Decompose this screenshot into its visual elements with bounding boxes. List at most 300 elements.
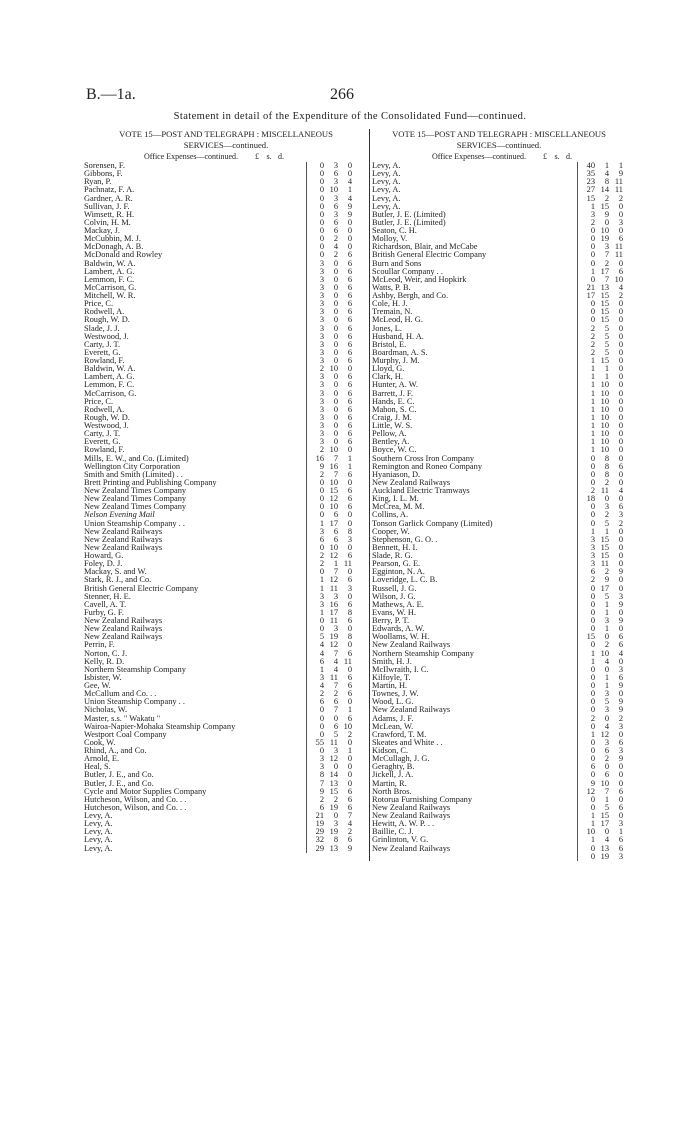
pence-value: 0 — [347, 235, 352, 244]
pounds-value: 3 — [319, 389, 324, 398]
payee-name: New Zealand Railways — [372, 641, 451, 650]
pounds-value: 40 — [586, 162, 595, 170]
table-row — [372, 487, 626, 495]
left-column — [84, 129, 368, 853]
table-row — [372, 463, 626, 471]
amount-rule — [306, 585, 307, 593]
amount-rule — [306, 520, 307, 528]
amount-rule — [577, 820, 578, 828]
shillings-value: 1 — [333, 560, 338, 569]
amount-rule — [306, 641, 307, 649]
amount-rule — [577, 804, 578, 812]
amount-rule — [306, 755, 307, 763]
shillings-value: 10 — [329, 446, 338, 455]
table-row — [372, 511, 626, 519]
table-row — [84, 203, 368, 211]
table-row — [84, 536, 368, 544]
pounds-value: 0 — [590, 706, 595, 715]
pence-value: 6 — [347, 283, 352, 292]
pounds-value: 3 — [319, 275, 324, 284]
shillings-value: 0 — [604, 218, 609, 227]
table-row — [372, 658, 626, 666]
pence-value: 1 — [347, 186, 352, 195]
pounds-value: 2 — [590, 324, 595, 333]
pence-value: 6 — [347, 251, 352, 260]
amount-rule — [577, 666, 578, 674]
shillings-value: 6 — [333, 170, 338, 179]
pounds-value: 2 — [590, 487, 595, 495]
pence-value: 0 — [347, 543, 352, 552]
pence-value: 0 — [618, 316, 623, 325]
pounds-value: 3 — [319, 397, 324, 406]
amount-rule — [306, 706, 307, 714]
payee-name: Geraghty, B. — [372, 763, 415, 772]
pounds-value: 0 — [590, 803, 595, 812]
shillings-value: 15 — [600, 812, 609, 820]
payee-name: Hands, E. C. — [372, 397, 415, 406]
shillings-value: 10 — [329, 478, 338, 487]
pounds-value: 0 — [319, 511, 324, 520]
amount-rule — [306, 219, 307, 227]
table-row — [372, 430, 626, 438]
table-row — [372, 381, 626, 389]
pence-value: 0 — [618, 812, 623, 820]
shillings-value: 0 — [333, 259, 338, 268]
table-row — [372, 568, 626, 576]
amount-rule — [577, 438, 578, 446]
pence-value: 6 — [347, 495, 352, 504]
pence-value: 4 — [347, 178, 352, 187]
table-row — [84, 333, 368, 341]
pounds-value: 15 — [586, 194, 595, 203]
amount-rule — [577, 853, 578, 861]
shillings-value: 10 — [600, 779, 609, 788]
amount-rule — [306, 503, 307, 511]
pounds-value: 2 — [590, 576, 595, 585]
payee-name: Price, C. — [84, 300, 114, 309]
payee-name: Rodwell, A. — [84, 405, 125, 414]
table-row — [372, 341, 626, 349]
pounds-value: 0 — [319, 706, 324, 715]
pounds-value: 1 — [590, 446, 595, 455]
payee-name: Butler, J. E. (Limited) — [372, 210, 446, 219]
pence-value: 6 — [618, 787, 623, 796]
table-row — [84, 260, 368, 268]
amount-rule — [306, 812, 307, 820]
table-row — [372, 349, 626, 357]
shillings-value: 2 — [333, 235, 338, 244]
pence-value: 6 — [347, 332, 352, 341]
pence-value: 0 — [618, 259, 623, 268]
pounds-value: 0 — [319, 487, 324, 495]
pounds-value: 3 — [590, 210, 595, 219]
pence-value: 3 — [618, 511, 623, 520]
pounds-value: 3 — [319, 422, 324, 430]
amount-rule — [306, 666, 307, 674]
table-row — [372, 276, 626, 284]
table-row — [84, 438, 368, 446]
amount-rule — [577, 235, 578, 243]
pounds-value: 1 — [590, 389, 595, 398]
amount-rule — [306, 381, 307, 389]
pence-value: 0 — [618, 227, 623, 235]
amount-rule — [577, 812, 578, 820]
pence-value: 0 — [347, 511, 352, 520]
shillings-value: 3 — [604, 243, 609, 252]
payee-name: Levy, A. — [84, 820, 113, 829]
pence-value: 0 — [347, 568, 352, 577]
payee-name: Levy, A. — [372, 162, 401, 170]
shillings-value: 12 — [329, 552, 338, 560]
amount-rule — [306, 796, 307, 804]
table-row — [84, 495, 368, 503]
amount-rule — [306, 715, 307, 723]
payee-name: Gardner, A. R. — [84, 194, 133, 203]
shillings-value: 7 — [604, 275, 609, 284]
amount-rule — [577, 682, 578, 690]
pence-value: 1 — [618, 828, 623, 837]
amount-rule — [577, 162, 578, 170]
pence-value: 10 — [614, 275, 623, 284]
subheading — [84, 152, 368, 162]
pounds-value: 0 — [590, 308, 595, 317]
shillings-value: 3 — [604, 706, 609, 715]
shillings-value: 2 — [604, 511, 609, 520]
payee-name: Hutcheson, Wilson, and Co. . . — [84, 803, 187, 812]
payee-name: Lambert, A. G. — [84, 373, 135, 382]
table-row — [372, 853, 626, 861]
payee-name: Brett Printing and Publishing Company — [84, 478, 217, 487]
pence-value: 0 — [347, 665, 352, 674]
table-row — [84, 422, 368, 430]
amount-rule — [577, 715, 578, 723]
amount-rule — [577, 658, 578, 666]
amount-rule — [306, 528, 307, 536]
payee-name: McCrea, M. M. — [372, 503, 425, 512]
amount-rule — [577, 446, 578, 454]
payee-name: Cook, W. — [84, 738, 116, 747]
table-row — [372, 316, 626, 324]
table-row — [84, 341, 368, 349]
shillings-value: 0 — [333, 389, 338, 398]
shillings-value: 1 — [604, 527, 609, 536]
amount-rule — [577, 479, 578, 487]
table-row — [84, 373, 368, 381]
pounds-value: 1 — [590, 657, 595, 666]
amount-rule — [577, 178, 578, 186]
shillings-value: 0 — [604, 714, 609, 723]
payee-name: McIlwraith, I. C. — [372, 665, 429, 674]
amount-rule — [577, 211, 578, 219]
table-row — [372, 723, 626, 731]
payee-name: Berry, P. T. — [372, 617, 410, 625]
shillings-value: 0 — [333, 763, 338, 772]
shillings-value: 8 — [604, 462, 609, 471]
shillings-value: 7 — [604, 787, 609, 796]
pounds-value: 0 — [590, 470, 595, 479]
shillings-value: 10 — [600, 227, 609, 235]
pounds-value: 0 — [590, 738, 595, 747]
pence-value: 0 — [618, 308, 623, 317]
amount-rule — [306, 763, 307, 771]
payee-name: Union Steamship Company . . — [84, 519, 185, 528]
pence-value: 0 — [618, 405, 623, 414]
shillings-value: 10 — [600, 381, 609, 390]
pounds-value: 1 — [590, 422, 595, 430]
pence-value: 0 — [618, 543, 623, 552]
pounds-value: 0 — [590, 600, 595, 609]
pence-value: 1 — [347, 454, 352, 463]
table-row — [84, 186, 368, 194]
pounds-value: 6 — [319, 657, 324, 666]
shillings-value: 1 — [604, 673, 609, 682]
shillings-value: 4 — [604, 722, 609, 731]
amount-rule — [306, 276, 307, 284]
amount-rule — [306, 650, 307, 658]
table-row — [372, 617, 626, 625]
pence-value: 0 — [618, 576, 623, 585]
amount-rule — [306, 682, 307, 690]
pence-value: 2 — [618, 292, 623, 300]
pounds-value: 3 — [319, 316, 324, 325]
pence-value: 0 — [618, 690, 623, 699]
pounds-value: 0 — [590, 316, 595, 325]
amount-rule — [577, 341, 578, 349]
table-row — [84, 625, 368, 633]
pence-value: 2 — [618, 194, 623, 203]
pounds-value: 0 — [319, 178, 324, 187]
table-row — [84, 398, 368, 406]
table-row — [372, 446, 626, 454]
payee-name: British General Electric Company — [84, 584, 199, 593]
amount-rule — [306, 373, 307, 381]
amount-rule — [306, 625, 307, 633]
pounds-value: 3 — [319, 292, 324, 300]
pence-value: 3 — [347, 584, 352, 593]
shillings-value: 17 — [600, 267, 609, 276]
pence-value: 10 — [343, 722, 352, 731]
table-row — [372, 365, 626, 373]
amount-rule — [577, 292, 578, 300]
table-row — [84, 455, 368, 463]
table-row — [372, 162, 626, 170]
table-row — [372, 357, 626, 365]
pounds-value: 0 — [319, 170, 324, 179]
payee-name: Seaton, C. H. — [372, 227, 417, 235]
payee-name: Carty, J. T. — [84, 430, 121, 439]
shillings-value: 3 — [333, 162, 338, 170]
table-row — [84, 560, 368, 568]
pence-value: 2 — [347, 828, 352, 837]
shillings-value: 10 — [329, 543, 338, 552]
pence-value: 0 — [618, 373, 623, 382]
table-row — [84, 690, 368, 698]
shillings-label: s. — [554, 152, 560, 161]
payee-name: Husband, H. A. — [372, 332, 424, 341]
table-row — [372, 804, 626, 812]
pounds-value: 0 — [590, 251, 595, 260]
pence-value: 0 — [347, 162, 352, 170]
payee-name: Lambert, A. G. — [84, 267, 135, 276]
pence-value: 0 — [618, 454, 623, 463]
pence-value: 6 — [347, 836, 352, 845]
pounds-value: 29 — [315, 828, 324, 837]
pence-value: 9 — [618, 706, 623, 715]
amount-rule — [306, 690, 307, 698]
amount-rule — [577, 325, 578, 333]
pounds-value: 2 — [590, 332, 595, 341]
table-row — [372, 536, 626, 544]
payee-name: Sullivan, J. F. — [84, 202, 130, 211]
pounds-value: 0 — [319, 478, 324, 487]
pence-value: 6 — [347, 292, 352, 300]
table-row — [372, 780, 626, 788]
pounds-value: 0 — [319, 235, 324, 244]
pounds-value: 1 — [590, 405, 595, 414]
amount-rule — [306, 731, 307, 739]
payee-name: Auckland Electric Tramways — [372, 487, 470, 495]
payee-name: New Zealand Railways — [84, 535, 163, 544]
shillings-value: 0 — [333, 381, 338, 390]
expenditure-list — [372, 162, 626, 861]
amount-rule — [306, 658, 307, 666]
pounds-value: 3 — [319, 300, 324, 309]
amount-rule — [577, 698, 578, 706]
table-row — [84, 390, 368, 398]
pence-value: 6 — [618, 641, 623, 650]
pounds-value: 27 — [586, 186, 595, 195]
pence-value: 0 — [618, 381, 623, 390]
pounds-value: 3 — [319, 673, 324, 682]
table-row — [372, 406, 626, 414]
payee-name: Wimsett, R. H. — [84, 210, 135, 219]
table-row — [372, 633, 626, 641]
pence-value: 0 — [347, 446, 352, 455]
shillings-value: 2 — [333, 690, 338, 699]
amount-rule — [306, 406, 307, 414]
table-row — [372, 828, 626, 836]
shillings-value: 10 — [600, 446, 609, 455]
table-row — [372, 576, 626, 584]
pence-value: 0 — [618, 730, 623, 739]
payee-name: New Zealand Times Company — [84, 495, 187, 504]
pounds-value: 18 — [586, 495, 595, 504]
payee-name: Union Steamship Company . . — [84, 698, 185, 707]
amount-rule — [577, 601, 578, 609]
pence-value: 0 — [618, 422, 623, 430]
shillings-value: 0 — [333, 397, 338, 406]
shillings-label: s. — [266, 152, 272, 161]
shillings-value: 5 — [604, 803, 609, 812]
payee-name: Pachnatz, F. A. — [84, 186, 135, 195]
payee-name: Martin, R. — [372, 779, 407, 788]
table-row — [372, 788, 626, 796]
table-row — [84, 812, 368, 820]
payee-name: Levy, A. — [84, 812, 113, 820]
table-row — [84, 487, 368, 495]
amount-rule — [577, 747, 578, 755]
pence-value: 9 — [347, 202, 352, 211]
pence-value: 6 — [347, 430, 352, 439]
payee-name: New Zealand Railways — [84, 543, 163, 552]
shillings-value: 3 — [333, 747, 338, 755]
shillings-value: 2 — [604, 568, 609, 577]
amount-rule — [577, 609, 578, 617]
amount-rule — [306, 357, 307, 365]
pounds-value: 6 — [319, 803, 324, 812]
amount-rule — [577, 170, 578, 178]
shillings-value: 0 — [333, 438, 338, 447]
shillings-value: 16 — [329, 600, 338, 609]
shillings-value: 4 — [333, 665, 338, 674]
pence-value: 0 — [347, 755, 352, 764]
amount-rule — [306, 495, 307, 503]
shillings-value: 3 — [604, 690, 609, 699]
shillings-value: 10 — [600, 389, 609, 398]
amount-rule — [306, 674, 307, 682]
table-row — [372, 755, 626, 763]
shillings-value: 6 — [333, 722, 338, 731]
amount-rule — [577, 316, 578, 324]
subheading — [372, 152, 626, 162]
payee-name: King, I. L. M. — [372, 495, 419, 504]
table-row — [372, 820, 626, 828]
pence-value: 0 — [347, 763, 352, 772]
payee-name: Everett, G. — [84, 438, 121, 447]
table-row — [372, 260, 626, 268]
shillings-value: 11 — [329, 617, 338, 625]
shillings-value: 7 — [333, 470, 338, 479]
payee-name: Nelson Evening Mail — [84, 511, 155, 520]
pounds-value: 1 — [319, 584, 324, 593]
table-row — [84, 406, 368, 414]
pence-value: 6 — [347, 422, 352, 430]
pounds-value: 1 — [319, 665, 324, 674]
table-row — [372, 211, 626, 219]
pence-value: 11 — [614, 251, 623, 260]
shillings-value: 10 — [600, 422, 609, 430]
pence-value: 0 — [347, 478, 352, 487]
payee-name: Rough, W. D. — [84, 413, 130, 422]
pounds-value: 19 — [315, 820, 324, 829]
pounds-value: 21 — [586, 283, 595, 292]
pence-value: 0 — [618, 470, 623, 479]
shillings-value: 0 — [333, 316, 338, 325]
pence-value: 1 — [347, 706, 352, 715]
shillings-value: 7 — [333, 649, 338, 658]
pence-value: 3 — [618, 665, 623, 674]
payee-name: McCarrison, G. — [84, 283, 137, 292]
table-row — [84, 788, 368, 796]
payee-name: New Zealand Times Company — [84, 487, 187, 495]
table-row — [84, 845, 368, 853]
pounds-value: 0 — [590, 300, 595, 309]
table-row — [372, 284, 626, 292]
table-row — [372, 609, 626, 617]
payee-name: Westwood, J. — [84, 422, 129, 430]
payee-name: Levy, A. — [84, 836, 113, 845]
payee-name: Mackay, J. — [84, 227, 120, 235]
pounds-value: 3 — [319, 348, 324, 357]
amount-rule — [306, 235, 307, 243]
shillings-value: 6 — [333, 527, 338, 536]
amount-rule — [577, 796, 578, 804]
shillings-value: 2 — [604, 755, 609, 764]
pounds-value: 0 — [319, 543, 324, 552]
table-row — [84, 430, 368, 438]
pence-value: 0 — [618, 608, 623, 617]
shillings-value: 6 — [333, 218, 338, 227]
